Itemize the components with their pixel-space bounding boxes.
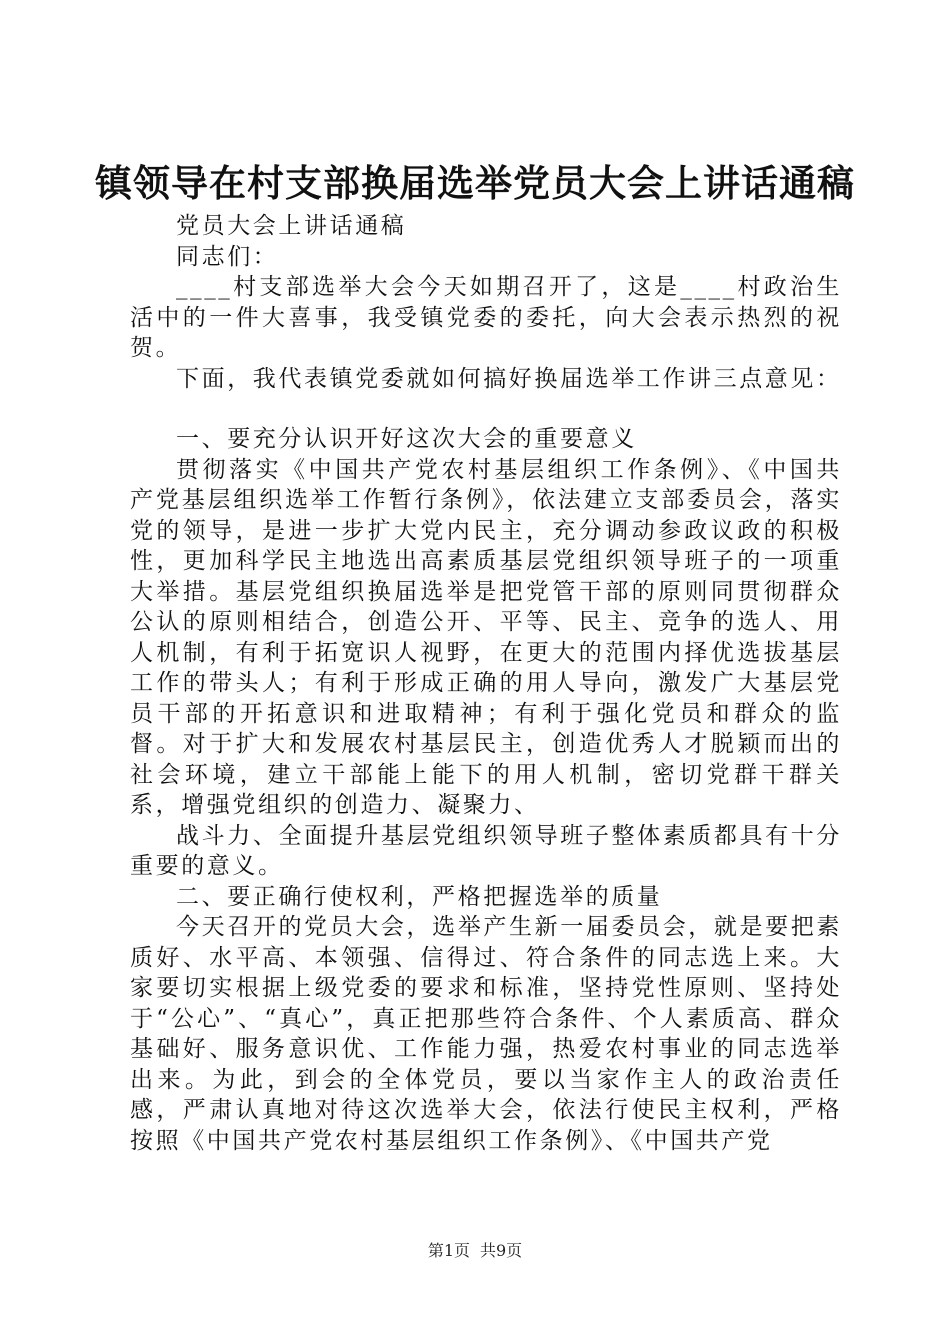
page-total: 共9页 <box>480 1241 523 1260</box>
paragraph-opening: ____村支部选举大会今天如期召开了，这是____村政治生活中的一件大喜事，我受镇党委的委托，向大会表示热烈的祝贺。 <box>130 274 842 361</box>
document-body <box>130 211 842 1156</box>
section-heading-1: 一、要充分认识开好这次大会的重要意义 <box>176 426 637 452</box>
section-heading-2: 二、要正确行使权利，严格把握选举的质量 <box>176 883 663 910</box>
paragraph-section-2: 今天召开的党员大会，选举产生新一届委员会，就是要把素质好、水平高、本领强、信得过、符合条件的同志选上来。大家要切实根据上级党委的要求和标准，坚持党性原则、坚持处于“公心”、“真心”，真正把那些符合条件、个人素质高、群众基础好、服务意识优、工作能力强，热爱农村事业的同志选举出来。为此，到会的全体党员，要以当家作主人的政治责任感，严肃认真地对待这次选举大会，依法行使民主权利，严格按照《中国共产党农村基层组织工作条例》、《中国共产党 <box>130 914 842 1154</box>
paragraph-subtitle: 党员大会上讲话通稿 <box>176 213 407 239</box>
page-number: 第1页 <box>427 1241 470 1260</box>
paragraph-section-1: 贯彻落实《中国共产党农村基层组织工作条例》、《中国共产党基层组织选举工作暂行条例》，依法建立支部委员会，落实党的领导，是进一步扩大党内民主，充分调动参政议政的积极性，更加科学民主地选出高素质基层党组织领导班子的一项重大举措。基层党组织换届选举是把党管干部的原则同贯彻群众公认的原则相结合，创造公开、平等、民主、竞争的选人、用人机制，有利于拓宽识人视野，在更大的范围内择优选拔基层工作的带头人；有利于形成正确的用人导向，激发广大基层党员干部的开拓意识和进取精神；有利于强化党员和群众的监督。对于扩大和发展农村基层民主，创造优秀人才脱颖而出的社会环境，建立干部能上能下的用人机制，密切党群干群关系，增强党组织的创造力、凝聚力、 <box>130 456 842 818</box>
paragraph-section-1-cont: 战斗力、全面提升基层党组织领导班子整体素质都具有十分重要的意义。 <box>130 822 842 879</box>
document-title: 镇领导在村支部换届选举党员大会上讲话通稿 <box>95 161 855 205</box>
paragraph-salutation: 同志们： <box>176 243 279 270</box>
page-footer <box>0 1239 950 1263</box>
paragraph-intro: 下面，我代表镇党委就如何搞好换届选举工作讲三点意见： <box>176 365 842 392</box>
